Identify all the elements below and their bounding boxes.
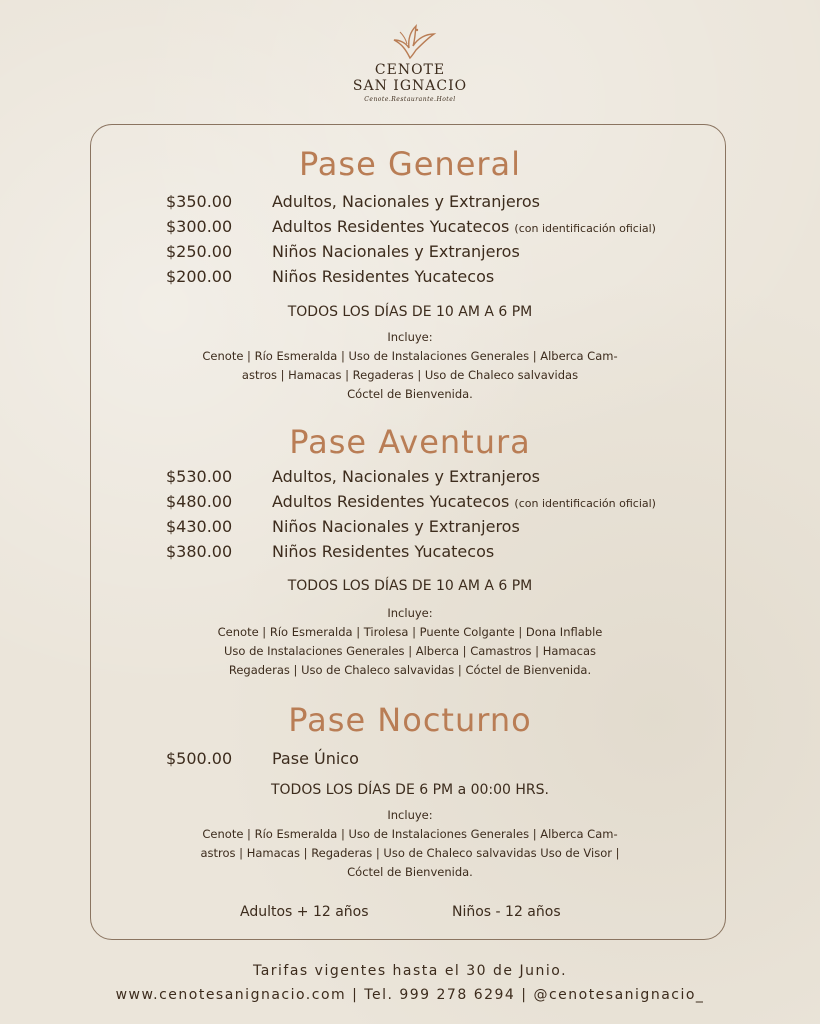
includes-nocturno — [0, 806, 820, 882]
brand-tagline: Cenote.Restaurante.Hotel — [364, 96, 456, 103]
price-value: $250.00 — [166, 242, 233, 261]
price-value: $350.00 — [166, 192, 233, 211]
price-row — [0, 540, 820, 564]
price-label: Niños Nacionales y Extranjeros — [272, 242, 520, 261]
brand-name-line1: CENOTE — [374, 62, 446, 78]
price-value: $500.00 — [166, 749, 233, 768]
includes-line: Cenote | Río Esmeralda | Tirolesa | Puente Colgante | Dona Inflable — [217, 625, 603, 639]
price-value: $380.00 — [166, 542, 233, 561]
price-row — [0, 515, 820, 539]
includes-line: Cenote | Río Esmeralda | Uso de Instalaciones Generales | Alberca Cam- — [202, 827, 618, 841]
price-label: Adultos, Nacionales y Extranjeros — [272, 467, 541, 486]
price-row — [0, 215, 820, 239]
schedule-aventura: TODOS LOS DÍAS DE 10 AM A 6 PM — [287, 578, 533, 594]
price-value: $480.00 — [166, 492, 233, 511]
schedule-general: TODOS LOS DÍAS DE 10 AM A 6 PM — [287, 304, 533, 320]
hummingbird-icon — [380, 22, 440, 62]
includes-line: astros | Hamacas | Regaderas | Uso de Chaleco salvavidas Uso de Visor | — [200, 846, 620, 860]
price-label: Pase Único — [272, 749, 359, 768]
price-note: (con identificación oficial) — [514, 497, 656, 510]
price-row — [0, 240, 820, 264]
section-title-nocturno: Pase Nocturno — [288, 701, 532, 739]
section-title-aventura: Pase Aventura — [289, 423, 531, 461]
price-value: $530.00 — [166, 467, 233, 486]
price-note: (con identificación oficial) — [514, 222, 656, 235]
section-title-general: Pase General — [298, 145, 522, 183]
price-label: Adultos Residentes Yucatecos (con identificación oficial) — [272, 217, 656, 236]
price-row — [0, 747, 820, 771]
price-label: Adultos, Nacionales y Extranjeros — [272, 192, 541, 211]
includes-line: Regaderas | Uso de Chaleco salvavidas | Cóctel de Bienvenida. — [228, 663, 592, 677]
price-label: Niños Residentes Yucatecos — [272, 267, 495, 286]
includes-line: Uso de Instalaciones Generales | Alberca | Camastros | Hamacas — [223, 644, 597, 658]
price-row — [0, 465, 820, 489]
includes-label: Incluye: — [387, 330, 433, 344]
brand-name-line2: SAN IGNACIO — [352, 78, 468, 94]
price-row — [0, 265, 820, 289]
price-value: $300.00 — [166, 217, 233, 236]
includes-label: Incluye: — [387, 808, 433, 822]
includes-line: Cenote | Río Esmeralda | Uso de Instalaciones Generales | Alberca Cam- — [202, 349, 618, 363]
price-label: Niños Nacionales y Extranjeros — [272, 517, 520, 536]
ages-adults: Adultos + 12 años — [240, 904, 369, 920]
price-label: Niños Residentes Yucatecos — [272, 542, 495, 561]
brand-logo — [0, 22, 820, 103]
includes-line: astros | Hamacas | Regaderas | Uso de Chaleco salvavidas — [241, 368, 579, 382]
validity-note: Tarifas vigentes hasta el 30 de Junio. — [252, 963, 568, 979]
price-row — [0, 190, 820, 214]
schedule-nocturno: TODOS LOS DÍAS DE 6 PM a 00:00 HRS. — [270, 782, 549, 798]
includes-label: Incluye: — [387, 606, 433, 620]
includes-aventura — [0, 604, 820, 680]
includes-line: Cóctel de Bienvenida. — [347, 865, 473, 879]
contact-line[interactable]: www.cenotesanignacio.com | Tel. 999 278 6294 | @cenotesanignacio_ — [115, 987, 705, 1003]
ages-children: Niños - 12 años — [452, 904, 561, 920]
includes-line: Cóctel de Bienvenida. — [347, 387, 473, 401]
includes-general — [0, 328, 820, 404]
price-row — [0, 490, 820, 514]
price-label: Adultos Residentes Yucatecos (con identificación oficial) — [272, 492, 656, 511]
price-value: $430.00 — [166, 517, 233, 536]
price-value: $200.00 — [166, 267, 233, 286]
